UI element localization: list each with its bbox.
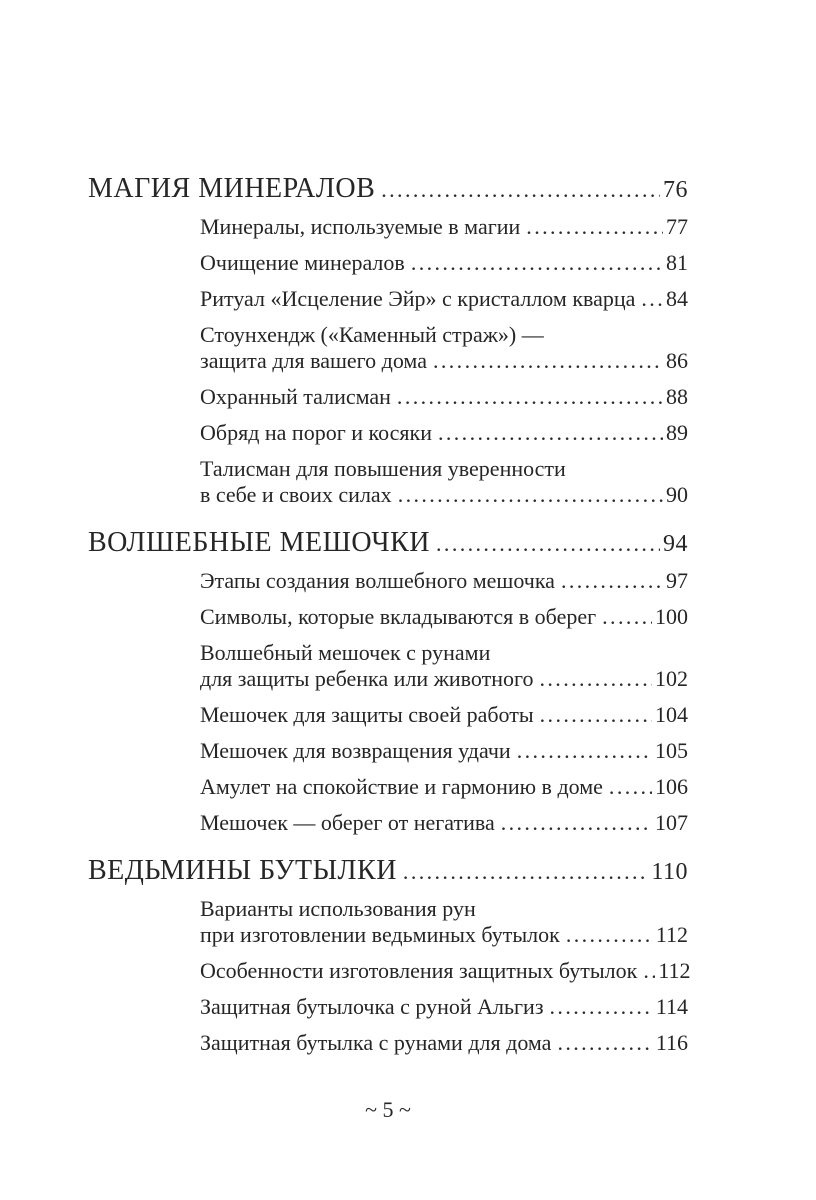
toc-section-heading bbox=[88, 526, 688, 561]
dot-leader bbox=[403, 854, 648, 889]
toc-entry-title: Мешочек — оберег от негатива bbox=[200, 810, 495, 835]
toc-entry-title-line1: Талисман для повышения уверенности bbox=[200, 456, 566, 481]
toc-entry-title-line1: Варианты использования рун bbox=[200, 896, 476, 921]
toc-entry bbox=[200, 420, 688, 446]
toc-entry bbox=[200, 958, 691, 984]
toc-entry-title-line2: в себе и своих силах bbox=[200, 482, 392, 507]
toc-entry-title: Ритуал «Исцеление Эйр» с кристаллом кварца bbox=[200, 286, 636, 311]
table-of-contents bbox=[88, 172, 691, 1056]
toc-entry-page-number: 100 bbox=[655, 604, 688, 629]
toc-entry-title: Минералы, используемые в магии bbox=[200, 214, 521, 239]
dot-leader bbox=[436, 526, 660, 561]
section-page-number: 110 bbox=[651, 859, 688, 885]
toc-entry-page-number: 86 bbox=[666, 348, 688, 373]
toc-entry-page-number: 104 bbox=[655, 702, 688, 727]
toc-entry-page-number: 90 bbox=[666, 482, 688, 507]
section-title: МАГИЯ МИНЕРАЛОВ bbox=[88, 173, 376, 204]
dot-leader bbox=[561, 568, 663, 594]
toc-section-heading bbox=[88, 854, 688, 889]
toc-entry bbox=[200, 774, 688, 800]
toc-entry-page-number: 102 bbox=[655, 666, 688, 691]
toc-entry bbox=[200, 286, 688, 312]
toc-entry-page-number: 97 bbox=[666, 568, 688, 593]
toc-entry-page-number: 114 bbox=[655, 994, 688, 1019]
toc-entry bbox=[200, 604, 688, 630]
toc-entry-title-line2: для защиты ребенка или животного bbox=[200, 666, 534, 691]
toc-section-items bbox=[200, 568, 688, 836]
toc-entry-title: Охранный талисман bbox=[200, 384, 391, 409]
toc-section-witch-bottles bbox=[88, 854, 691, 1056]
dot-leader bbox=[643, 958, 655, 984]
toc-entry-page-number: 112 bbox=[655, 922, 688, 947]
toc-entry bbox=[200, 250, 688, 276]
dot-leader bbox=[526, 214, 663, 240]
toc-entry bbox=[200, 1030, 688, 1056]
toc-entry-page-number: 105 bbox=[655, 738, 688, 763]
dot-leader bbox=[550, 994, 653, 1020]
toc-section-minerals bbox=[88, 172, 688, 508]
folio-page-number: ~ 5 ~ bbox=[365, 1097, 411, 1122]
toc-entry bbox=[200, 456, 688, 508]
toc-entry-page-number: 77 bbox=[666, 214, 688, 239]
section-title: ВЕДЬМИНЫ БУТЫЛКИ bbox=[88, 855, 397, 886]
toc-entry bbox=[200, 384, 688, 410]
toc-entry-title-line1: Стоунхендж («Каменный страж») — bbox=[200, 322, 544, 347]
toc-entry bbox=[200, 810, 688, 836]
toc-entry bbox=[200, 702, 688, 728]
dot-leader bbox=[540, 702, 652, 728]
toc-entry-title: Мешочек для возвращения удачи bbox=[200, 738, 511, 763]
section-page-number: 94 bbox=[663, 531, 688, 557]
dot-leader bbox=[381, 172, 660, 207]
toc-entry-page-number: 88 bbox=[666, 384, 688, 409]
section-page-number: 76 bbox=[663, 177, 688, 203]
dot-leader bbox=[398, 482, 663, 508]
dot-leader bbox=[397, 384, 663, 410]
toc-entry-page-number: 106 bbox=[655, 774, 688, 799]
toc-section-items bbox=[200, 896, 691, 1056]
dot-leader bbox=[501, 810, 652, 836]
dot-leader bbox=[411, 250, 663, 276]
dot-leader bbox=[540, 666, 653, 692]
section-title: ВОЛШЕБНЫЕ МЕШОЧКИ bbox=[88, 527, 431, 558]
toc-entry bbox=[200, 568, 688, 594]
dot-leader bbox=[609, 774, 652, 800]
toc-entry-title: Этапы создания волшебного мешочка bbox=[200, 568, 555, 593]
toc-section-heading bbox=[88, 172, 688, 207]
toc-entry-title-line1: Волшебный мешочек с рунами bbox=[200, 640, 491, 665]
toc-entry bbox=[200, 640, 688, 692]
toc-entry bbox=[200, 738, 688, 764]
toc-entry-page-number: 81 bbox=[666, 250, 688, 275]
toc-entry-title: Защитная бутылка с рунами для дома bbox=[200, 1030, 552, 1055]
toc-entry-page-number: 116 bbox=[655, 1030, 688, 1055]
toc-entry-title: Символы, которые вкладываются в оберег bbox=[200, 604, 597, 629]
toc-entry-page-number: 84 bbox=[666, 286, 688, 311]
toc-entry-page-number: 112 bbox=[658, 958, 691, 983]
toc-entry-page-number: 89 bbox=[666, 420, 688, 445]
toc-entry-title-line2: защита для вашего дома bbox=[200, 348, 427, 373]
toc-entry-title: Особенности изготовления защитных бутылок bbox=[200, 958, 638, 983]
toc-entry-title-line2: при изготовлении ведьминых бутылок bbox=[200, 922, 560, 947]
dot-leader bbox=[438, 420, 663, 446]
dot-leader bbox=[557, 1030, 652, 1056]
toc-entry-title: Обряд на порог и косяки bbox=[200, 420, 432, 445]
dot-leader bbox=[517, 738, 652, 764]
dot-leader bbox=[433, 348, 663, 374]
page-footer bbox=[88, 1097, 688, 1123]
toc-entry-page-number: 107 bbox=[655, 810, 688, 835]
toc-entry bbox=[200, 214, 688, 240]
toc-entry-title: Защитная бутылочка с руной Альгиз bbox=[200, 994, 544, 1019]
dot-leader bbox=[641, 286, 663, 312]
toc-entry-title: Очищение минералов bbox=[200, 250, 405, 275]
toc-section-items bbox=[200, 214, 688, 508]
dot-leader bbox=[566, 922, 653, 948]
toc-entry-title: Мешочек для защиты своей работы bbox=[200, 702, 534, 727]
toc-section-magic-bags bbox=[88, 526, 688, 836]
toc-entry-title: Амулет на спокойствие и гармонию в доме bbox=[200, 774, 603, 799]
toc-entry bbox=[200, 994, 688, 1020]
toc-entry bbox=[200, 322, 688, 374]
toc-entry bbox=[200, 896, 688, 948]
dot-leader bbox=[602, 604, 652, 630]
